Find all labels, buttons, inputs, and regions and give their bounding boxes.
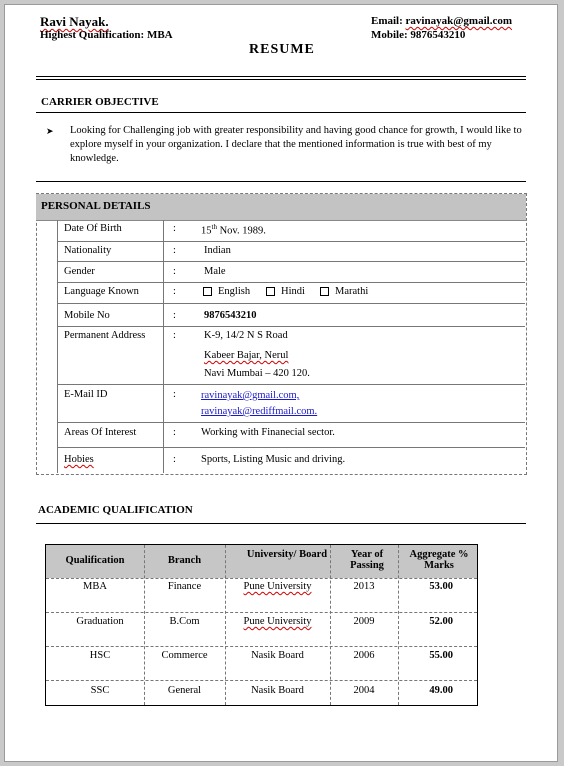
- language-option-english: [203, 286, 250, 297]
- colon: :: [173, 286, 176, 297]
- table-cell: B.Com: [169, 616, 200, 627]
- table-cell-text: Pune University: [243, 581, 312, 592]
- checkbox-icon: [320, 287, 329, 296]
- divider: [36, 76, 526, 77]
- table-cell: 2004: [353, 685, 375, 696]
- academic-heading: ACADEMIC QUALIFICATION: [38, 504, 193, 516]
- table-cell: Nasik Board: [251, 650, 304, 661]
- table-cell: HSC: [89, 650, 111, 661]
- academic-table: [45, 544, 478, 706]
- language-label: Language Known: [64, 286, 139, 297]
- dob-day: 15: [201, 225, 212, 237]
- address-line-2: Kabeer Bajar, Nerul: [204, 350, 289, 361]
- table-cell: Commerce: [161, 650, 208, 661]
- table-cell: Graduation: [76, 616, 124, 627]
- dob-suffix: th: [211, 223, 217, 231]
- divider: [36, 181, 526, 182]
- header-mobile: [371, 29, 465, 41]
- language-option-marathi: [320, 286, 368, 297]
- candidate-name: [40, 14, 109, 30]
- row-divider: [46, 578, 477, 579]
- mobile-label: Mobile:: [371, 29, 408, 41]
- dob-label: Date Of Birth: [64, 223, 122, 234]
- mobile-no-label: Mobile No: [64, 310, 110, 321]
- divider: [36, 79, 526, 80]
- colon: :: [173, 245, 176, 256]
- personal-details-heading: PERSONAL DETAILS: [41, 200, 151, 212]
- table-row: [57, 220, 525, 242]
- personal-details-header: [36, 194, 526, 221]
- row-divider: [46, 612, 477, 613]
- highest-qualification: [40, 29, 173, 41]
- interest-value: Working with Finanecial sector.: [201, 427, 335, 438]
- email-value[interactable]: ravinayak@gmail.com: [405, 15, 513, 27]
- gender-value: Male: [204, 266, 226, 277]
- mobile-no-value: 9876543210: [204, 310, 257, 321]
- checkbox-icon: [203, 287, 212, 296]
- colon: :: [173, 389, 176, 400]
- table-cell-text: Pune University: [243, 616, 312, 627]
- column-header: Year of Passing: [350, 549, 384, 571]
- table-cell: Nasik Board: [251, 685, 304, 696]
- address-line-3: Navi Mumbai – 420 120.: [204, 368, 310, 379]
- address-label: Permanent Address: [64, 330, 146, 341]
- table-cell: [225, 581, 330, 592]
- resume-title: RESUME: [249, 42, 315, 57]
- table-cell: 2006: [353, 650, 375, 661]
- gender-label: Gender: [64, 266, 95, 277]
- table-row: [57, 303, 525, 327]
- dob-rest: Nov. 1989.: [216, 225, 266, 237]
- language-hindi: Hindi: [281, 286, 305, 297]
- table-cell: 52.00: [429, 616, 453, 627]
- interest-label: Areas Of Interest: [64, 427, 137, 438]
- qualification-value: MBA: [146, 29, 173, 41]
- column-header: University/ Board: [246, 549, 328, 560]
- bullet-arrow-icon: ➤: [46, 126, 54, 136]
- email-link-2[interactable]: ravinayak@rediffmail.com.: [201, 406, 318, 417]
- qualification-label: Highest Qualification:: [40, 29, 145, 41]
- column-header: Aggregate % Marks: [409, 549, 469, 571]
- colon: :: [173, 330, 176, 341]
- colon: :: [173, 427, 176, 438]
- email-label: Email:: [371, 15, 403, 27]
- divider: [36, 112, 526, 113]
- column-header: Qualification: [65, 555, 125, 566]
- table-cell: 53.00: [429, 581, 453, 592]
- colon: :: [173, 223, 176, 234]
- objective-heading: CARRIER OBJECTIVE: [41, 96, 159, 108]
- colon: :: [173, 310, 176, 321]
- table-cell: 55.00: [429, 650, 453, 661]
- table-cell: 49.00: [429, 685, 453, 696]
- header-email: [371, 15, 512, 27]
- table-cell: 2009: [353, 616, 375, 627]
- colon: :: [173, 266, 176, 277]
- table-cell: SSC: [90, 685, 110, 696]
- objective-text: Looking for Challenging job with greater responsibility and having good chance for growth, I would like to explore myself in your organization. I declare that the mentioned information is true with best of my knowledge.: [70, 125, 522, 164]
- row-divider: [46, 680, 477, 681]
- divider: [36, 523, 526, 524]
- row-divider: [46, 646, 477, 647]
- nationality-value: Indian: [204, 245, 231, 256]
- colon: :: [173, 454, 176, 465]
- resume-page: [4, 4, 558, 762]
- hobbies-value: Sports, Listing Music and driving.: [201, 454, 346, 465]
- table-cell: 2013: [353, 581, 375, 592]
- email-link-1[interactable]: ravinayak@gmail.com,: [201, 390, 300, 401]
- column-header: Branch: [167, 555, 202, 566]
- hobbies-label: Hobies: [64, 454, 94, 465]
- language-english: English: [218, 286, 251, 297]
- language-option-hindi: [266, 286, 305, 297]
- table-cell: Finance: [167, 581, 202, 592]
- mobile-value: 9876543210: [410, 29, 466, 41]
- dob-value: [201, 223, 266, 237]
- nationality-label: Nationality: [64, 245, 112, 256]
- email-id-label: E-Mail ID: [64, 389, 108, 400]
- table-cell: [225, 616, 330, 627]
- table-cell: MBA: [83, 581, 107, 592]
- table-cell: General: [167, 685, 202, 696]
- language-marathi: Marathi: [335, 286, 369, 297]
- checkbox-icon: [266, 287, 275, 296]
- address-line-1: K-9, 14/2 N S Road: [204, 330, 288, 341]
- candidate-name-text: Ravi Nayak.: [40, 14, 109, 29]
- table-row: [57, 261, 525, 283]
- table-row: [57, 241, 525, 262]
